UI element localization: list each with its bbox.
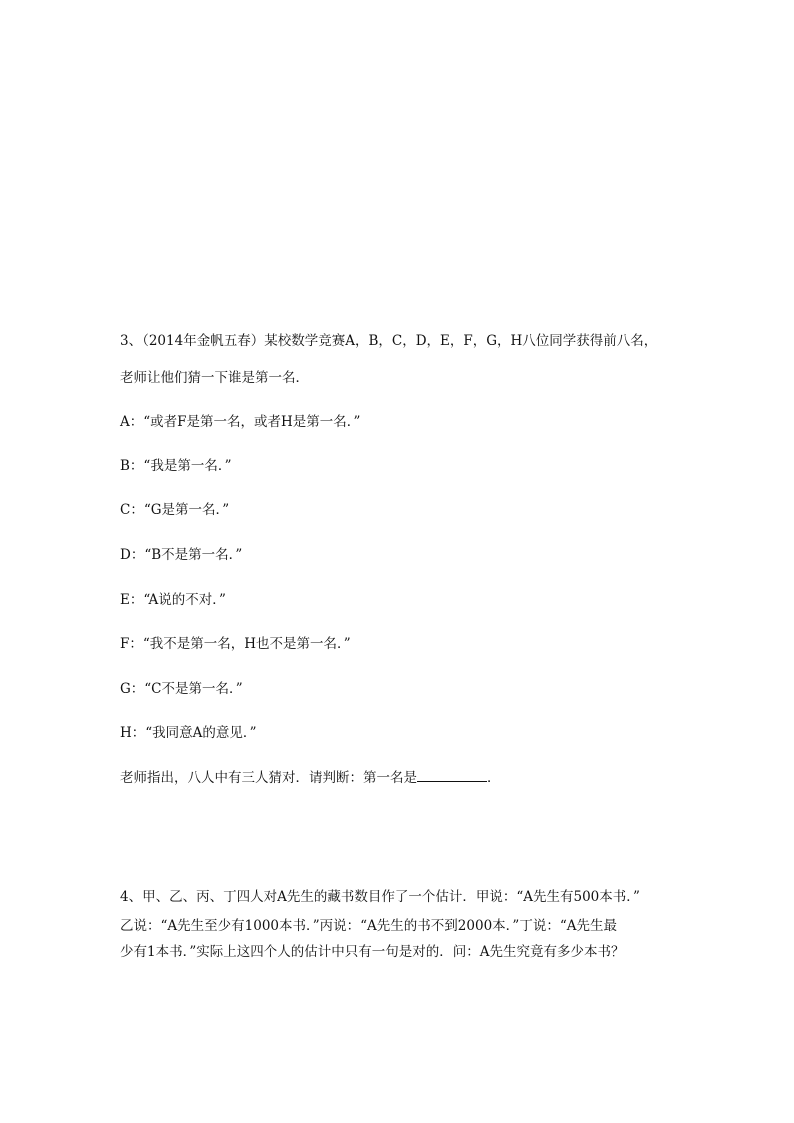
statement-g: G：“C不是第一名．”: [120, 681, 243, 697]
problem-3-conclusion: [120, 768, 501, 788]
statement-d: D：“B不是第一名．”: [120, 547, 243, 563]
problem-4-line-3: 少有1本书．”实际上这四个人的估计中只有一句是对的．问：A先生究竟有多少本书？: [120, 944, 625, 960]
problem-4-line-2: 乙说：“A先生至少有1000本书．”丙说：“A先生的书不到2000本．”丁说：“A先生最: [120, 918, 617, 934]
statement-c: C：“G是第一名．”: [120, 502, 230, 518]
statement-f: F：“我不是第一名，H也不是第一名．”: [120, 636, 351, 652]
problem-3-line-2: 老师让他们猜一下谁是第一名．: [120, 370, 309, 386]
conclusion-period: ．: [487, 770, 501, 786]
answer-blank[interactable]: [417, 768, 487, 782]
conclusion-text: 老师指出，八人中有三人猜对．请判断：第一名是: [120, 770, 417, 786]
statement-e: E：“A说的不对．”: [120, 592, 226, 608]
problem-4-line-1: 4、甲、乙、丙、丁四人对A先生的藏书数目作了一个估计．甲说：“A先生有500本书．”: [120, 889, 640, 905]
problem-3-line-1: 3、（2014年金帆五春）某校数学竞赛A，B，C，D，E，F，G，H八位同学获得前八名，: [120, 333, 658, 349]
statement-h: H：“我同意A的意见．”: [120, 725, 257, 741]
statement-b: B：“我是第一名．”: [120, 458, 232, 474]
statement-a: A：“或者F是第一名，或者H是第一名．”: [120, 414, 361, 430]
